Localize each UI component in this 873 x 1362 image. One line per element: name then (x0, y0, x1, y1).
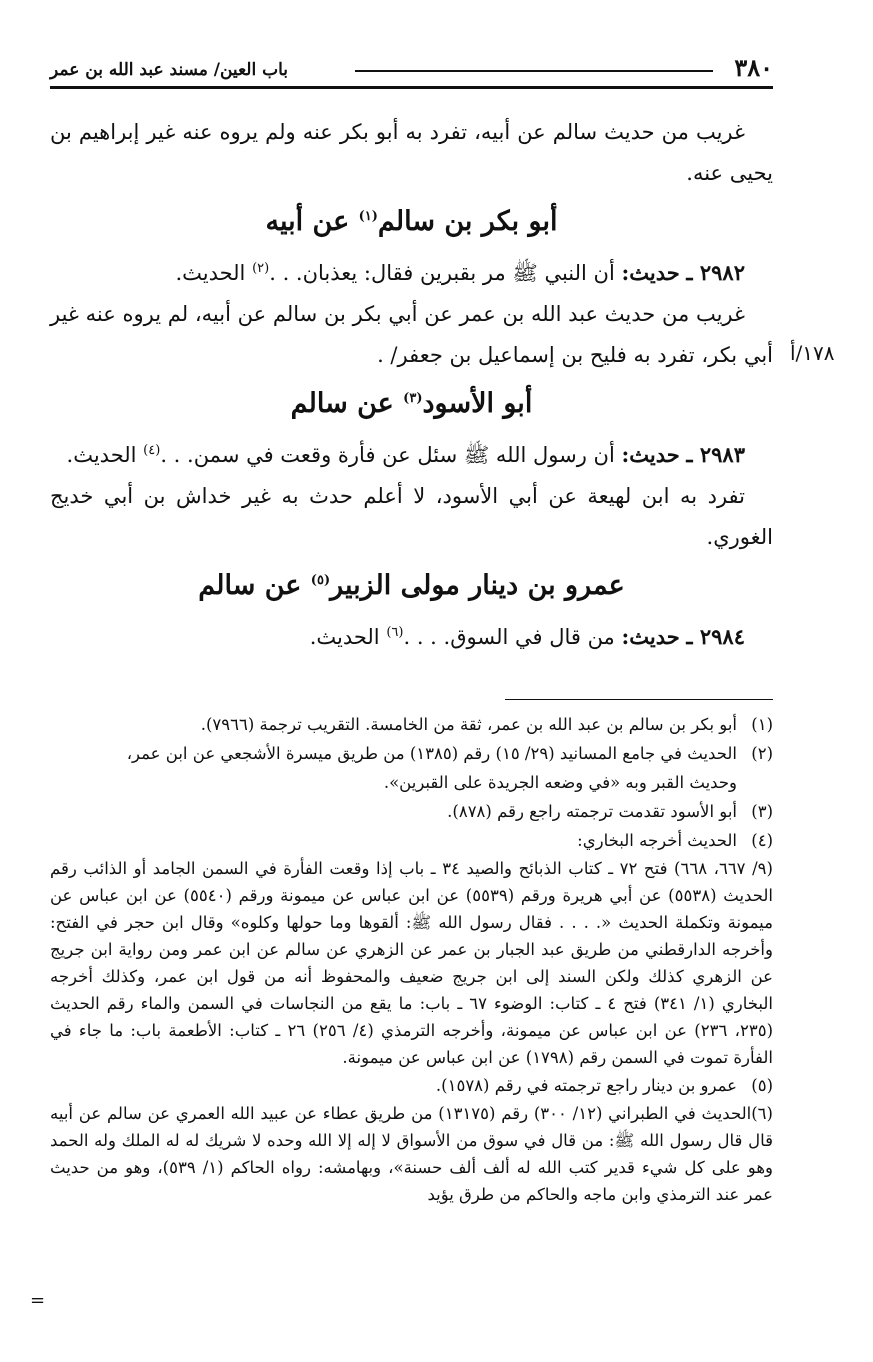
paragraph-1: غريب من حديث سالم عن أبيه، تفرد به أبو بكر عنه ولم يروه عنه غير إبراهيم بن يحيى عنه. (50, 120, 773, 185)
hadith-keyword: حديث: (621, 260, 680, 285)
manuscript-folio-note: ١٧٨/أ (790, 341, 835, 365)
hadith-number: ٢٩٨٣ ـ (686, 442, 745, 467)
running-head: باب العين/ مسند عبد الله بن عمر (50, 60, 288, 80)
footnote-mark: (٣) (403, 391, 423, 406)
header-dash-line (355, 70, 713, 72)
footnote-1: (١)أبو بكر بن سالم بن عبد الله بن عمر، ثقة من الخامسة. التقريب ترجمة (٧٩٦٦). (200, 715, 773, 734)
footnote-2: (٢)الحديث في جامع المسانيد (٢٩/ ١٥) رقم (١٣٨٥) من طريق ميسرة الأشجعي عن ابن عمر، (126, 744, 773, 763)
footnote-mark: (٦) (386, 625, 404, 640)
continuation-mark: = (30, 1290, 46, 1311)
hadith-keyword: حديث: (621, 442, 680, 467)
section-heading-3: عمرو بن دينار مولى الزبير$^{(٥)}$ عن سالم (198, 570, 625, 601)
paragraph-3: تفرد به ابن لهيعة عن أبي الأسود، لا أعلم حدث به غير خداش بن أبي خديج الغوري. (50, 484, 773, 549)
hadith-keyword: حديث: (621, 624, 680, 649)
footnote-mark: (٤) (143, 443, 161, 458)
hadith-2982: ٢٩٨٢ ـ حديث: أن النبي ﷺ مر بقبرين فقال: يعذبان. . .$^{(٢)}$ الحديث. (50, 252, 773, 294)
footnote-mark: (١) (358, 209, 378, 224)
footnote-4-body: (٩/ ٦٦٧، ٦٦٨) فتح ٧٢ ـ كتاب الذبائح والصيد ٣٤ ـ باب إذا وقعت الفأرة في السمن الجامد أو الذائب رقم الحديث (٥٥٣٨) عن أبي هريرة ورقم (٥٥٣٩) عن ابن عباس عن ميمونة ورقم (٥٥٤٠) عن ابن عباس عن ميمونة وتكملة الحديث «. . . . فقال رسول الله ﷺ: ألقوها وما حولها وكلوه» وقال ابن حجر في الفتح: وأخرجه الدارقطني من طريق عبد الجبار بن عمر عن الزهري عن سالم عن ابن عمر ومن رواية ابن جريج عن الزهري كذلك ولكن السند إلى ابن جريج ضعيف والمحفوظ أنه من قول ابن عمر، وكذلك أخرجه البخاري (١/ ٣٤١) فتح ٤ ـ كتاب: الوضوء ٦٧ ـ باب: ما يقع من النجاسات في السمن والماء رقم الحديث (٢٣٥، ٢٣٦) عن ابن عباس عن ميمونة، وأخرجه الترمذي (٤/ ٢٥٦) ٢٦ ـ كتاب: الأطعمة باب: ما جاء في الفأرة تموت في السمن رقم (١٧٩٨) عن ابن عباس عن ميمونة. (50, 859, 773, 1067)
hadith-number: ٢٩٨٢ ـ (686, 260, 745, 285)
section-heading-2: أبو الأسود$^{(٣)}$ عن سالم (290, 388, 533, 419)
paragraph-2: غريب من حديث عبد الله بن عمر عن أبي بكر بن سالم عن أبيه، لم يروه عنه غير أبي بكر، تفرد به فليح بن إسماعيل بن جعفر/ . (50, 302, 773, 367)
footnote-4: (٤)الحديث أخرجه البخاري: (577, 831, 773, 850)
hadith-number: ٢٩٨٤ ـ (686, 624, 745, 649)
footnote-mark: (٥) (310, 573, 331, 588)
page-number: ٣٨٠ (734, 53, 773, 82)
header-rule (50, 86, 773, 89)
hadith-2983: ٢٩٨٣ ـ حديث: أن رسول الله ﷺ سئل عن فأرة وقعت في سمن. . .$^{(٤)}$ الحديث. (50, 434, 773, 476)
footnote-6: (٦)الحديث في الطبراني (١٢/ ٣٠٠) رقم (١٣١٧٥) من طريق عطاء عن عبيد الله العمري عن سالم عن أبيه قال قال رسول الله ﷺ: من قال في سوق من الأسواق لا إله إلا الله وحده لا شريك له له الملك وله الحمد وهو على كل شيء قدير كتب الله له ألف ألف حسنة»، وبهامشه: رواه الحاكم (١/ ٥٣٩)، وهو من حديث عمر عند الترمذي وابن ماجه والحاكم من طرق يؤيد (50, 1104, 773, 1204)
footnotes (50, 710, 773, 1208)
footnote-2-continued: وحديث القبر وبه «في وضعه الجريدة على القبرين». (383, 773, 737, 792)
hadith-2984: ٢٩٨٤ ـ حديث: من قال في السوق. . . .$^{(٦)}$ الحديث. (50, 616, 773, 658)
footnote-separator (505, 699, 773, 700)
footnote-3: (٣)أبو الأسود تقدمت ترجمته راجع رقم (٨٧٨). (447, 802, 773, 821)
section-heading-1: أبو بكر بن سالم$^{(١)}$ عن أبيه (265, 206, 558, 237)
footnote-5: (٥)عمرو بن دينار راجع ترجمته في رقم (١٥٧٨). (435, 1076, 773, 1095)
footnote-mark: (٢) (252, 261, 270, 276)
main-text (50, 112, 773, 658)
page-header (50, 52, 773, 84)
